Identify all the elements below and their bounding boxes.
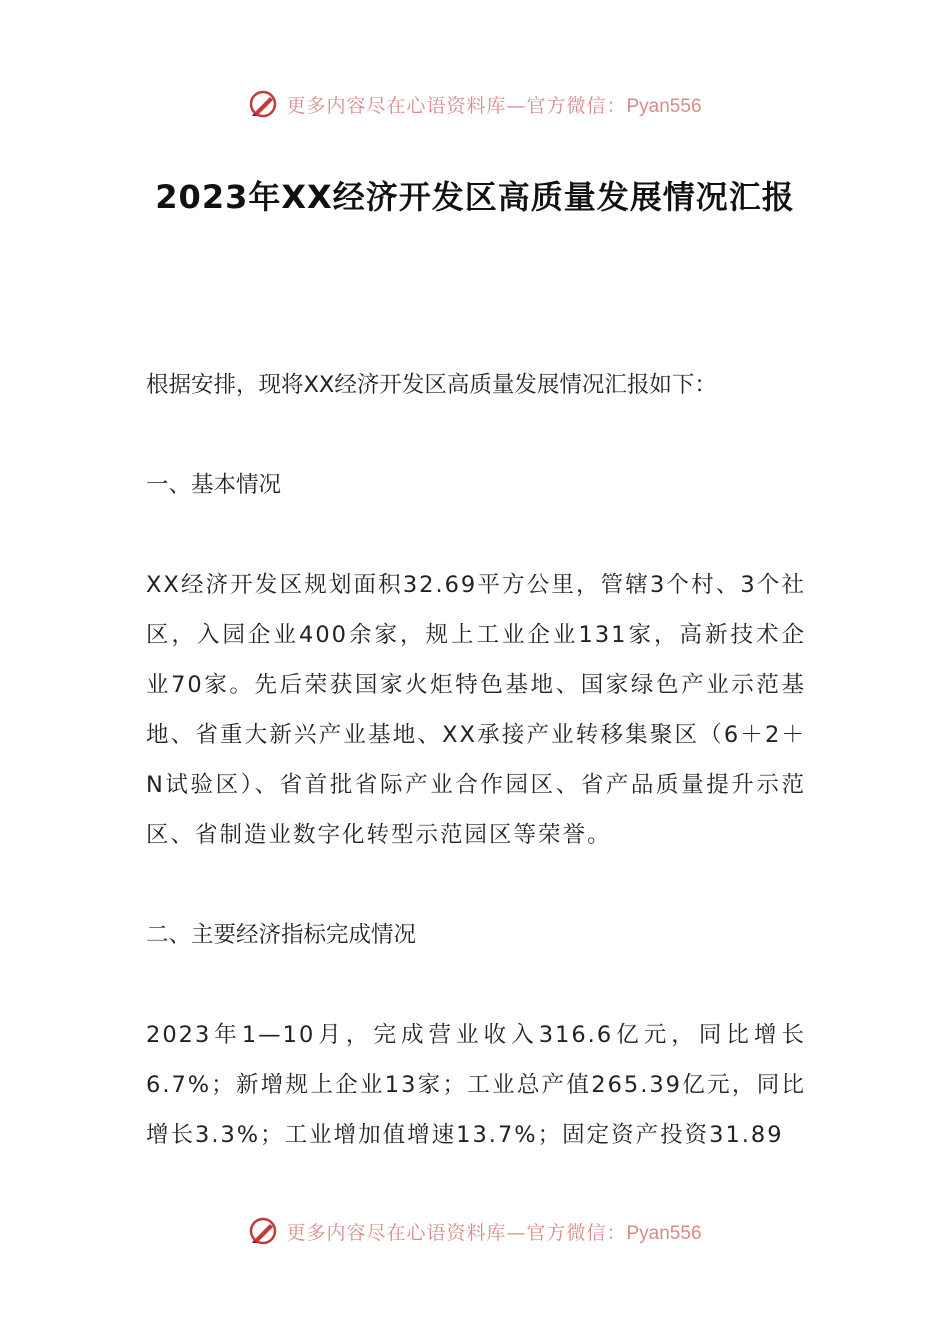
pen-logo-icon (248, 89, 278, 119)
watermark-wechat-id: Pyan556 (626, 1222, 702, 1244)
header-watermark (0, 84, 950, 124)
watermark-text (286, 91, 701, 118)
pen-logo-icon (248, 1216, 278, 1246)
section2-paragraph: 2023年1—10月，完成营业收入316.6亿元，同比增长6.7%；新增规上企业13家；工业总产值265.39亿元，同比增长3.3%；工业增加值增速13.7%；固定资产投资31.89 (146, 1022, 806, 1148)
watermark-wechat-id: Pyan556 (626, 95, 702, 117)
section1-paragraph: XX经济开发区规划面积32.69平方公里，管辖3个村、3个社区，入园企业400余家，规上工业企业131家，高新技术企业70家。先后荣获国家火炬特色基地、国家绿色产业示范基地、省重大新兴产业基地、XX承接产业转移集聚区（6＋2＋N试验区）、省首批省际产业合作园区、省产品质量提升示范区、省制造业数字化转型示范园区等荣誉。 (146, 572, 806, 848)
document-title: 2023年XX经济开发区高质量发展情况汇报 (155, 178, 795, 216)
intro-paragraph: 根据安排，现将XX经济开发区高质量发展情况汇报如下： (146, 372, 717, 398)
watermark-text (286, 1218, 701, 1245)
watermark-label: 更多内容尽在心语资料库—官方微信： (286, 1221, 627, 1244)
section2-heading: 二、主要经济指标完成情况 (146, 922, 417, 948)
watermark-label: 更多内容尽在心语资料库—官方微信： (286, 94, 627, 117)
document-body (146, 360, 806, 1210)
footer-watermark (0, 1211, 950, 1251)
section1-heading: 一、基本情况 (146, 472, 282, 498)
